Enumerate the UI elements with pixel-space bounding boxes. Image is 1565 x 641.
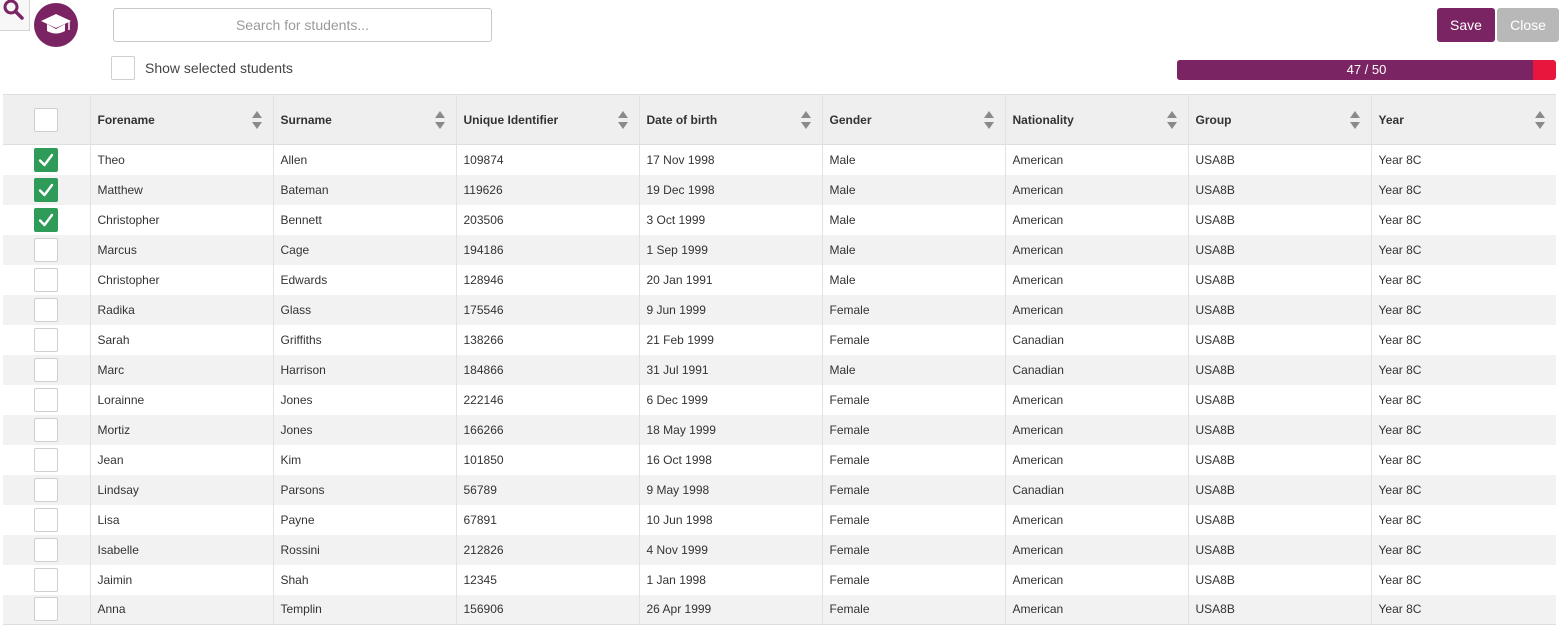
year-cell: Year 8C — [1378, 542, 1422, 557]
date-of-birth-cell: 16 Oct 1998 — [639, 445, 822, 475]
search-icon — [2, 0, 26, 22]
group-cell: USA8B — [1188, 415, 1371, 445]
sort-icon[interactable] — [1534, 110, 1546, 130]
column-header-forename[interactable] — [90, 95, 273, 145]
column-header-label: Forename — [97, 112, 155, 127]
unique-identifier-cell: 128946 — [456, 265, 639, 295]
surname-cell: Shah — [273, 565, 456, 595]
year-cell: Year 8C — [1378, 422, 1422, 437]
table-row[interactable] — [3, 565, 1556, 595]
table-row[interactable] — [3, 295, 1556, 325]
gender-cell: Female — [822, 415, 1005, 445]
nationality-cell: American — [1005, 295, 1188, 325]
row-select-cell — [3, 505, 90, 535]
surname-cell: Cage — [273, 235, 456, 265]
table-row[interactable] — [3, 445, 1556, 475]
forename-cell: Theo — [90, 145, 273, 175]
nationality-cell: American — [1005, 505, 1188, 535]
checkmark-icon — [38, 152, 54, 168]
group-cell: USA8B — [1188, 475, 1371, 505]
surname-cell: Parsons — [273, 475, 456, 505]
students-table — [3, 94, 1556, 625]
nationality-cell: American — [1005, 205, 1188, 235]
unique-identifier-cell: 119626 — [456, 175, 639, 205]
student-search-input[interactable] — [113, 8, 492, 42]
table-row[interactable] — [3, 355, 1556, 385]
gender-cell: Female — [822, 445, 1005, 475]
nationality-cell: American — [1005, 445, 1188, 475]
year-cell: Year 8C — [1371, 595, 1556, 625]
surname-cell: Harrison — [273, 355, 456, 385]
row-select-cell — [3, 295, 90, 325]
table-row[interactable] — [3, 475, 1556, 505]
row-select-checkbox[interactable] — [34, 328, 58, 352]
nationality-cell: American — [1005, 595, 1188, 625]
surname-cell: Payne — [273, 505, 456, 535]
table-row[interactable] — [3, 595, 1556, 625]
column-header-label: Unique Identifier — [463, 112, 559, 127]
table-row[interactable] — [3, 385, 1556, 415]
column-header-gender[interactable] — [822, 95, 1005, 145]
nationality-cell: American — [1005, 265, 1188, 295]
row-select-cell — [3, 145, 90, 175]
select-all-checkbox[interactable] — [34, 108, 58, 132]
surname-cell: Rossini — [273, 535, 456, 565]
gender-cell: Female — [822, 385, 1005, 415]
forename-cell: Sarah — [90, 325, 273, 355]
row-select-checkbox[interactable] — [34, 358, 58, 382]
select-all-cell — [3, 95, 90, 145]
gender-cell: Male — [822, 175, 1005, 205]
date-of-birth-cell: 18 May 1999 — [639, 415, 822, 445]
year-cell: Year 8C — [1378, 242, 1422, 257]
table-row[interactable] — [3, 535, 1556, 565]
date-of-birth-cell: 4 Nov 1999 — [639, 535, 822, 565]
row-select-cell — [3, 385, 90, 415]
year-cell: Year 8C — [1378, 482, 1422, 497]
sort-icon[interactable] — [800, 110, 812, 130]
checkmark-icon — [38, 182, 54, 198]
unique-identifier-cell: 56789 — [456, 475, 639, 505]
group-cell: USA8B — [1188, 385, 1371, 415]
group-cell: USA8B — [1188, 145, 1371, 175]
surname-cell: Jones — [273, 415, 456, 445]
gender-cell: Female — [822, 535, 1005, 565]
column-header-label: Group — [1195, 112, 1232, 127]
date-of-birth-cell: 19 Dec 1998 — [639, 175, 822, 205]
app-logo — [34, 3, 78, 47]
group-cell: USA8B — [1188, 205, 1371, 235]
column-header-unique-identifier[interactable] — [456, 95, 639, 145]
nationality-cell: Canadian — [1005, 325, 1188, 355]
year-cell: Year 8C — [1378, 302, 1422, 317]
table-row[interactable] — [3, 505, 1556, 535]
row-select-checkbox[interactable] — [34, 538, 58, 562]
surname-cell: Bennett — [273, 205, 456, 235]
date-of-birth-cell: 9 May 1998 — [639, 475, 822, 505]
row-select-checkbox[interactable] — [34, 208, 58, 232]
row-select-cell — [3, 235, 90, 265]
year-cell: Year 8C — [1378, 272, 1422, 287]
year-cell: Year 8C — [1378, 362, 1422, 377]
year-cell: Year 8C — [1378, 212, 1422, 227]
gender-cell: Male — [822, 265, 1005, 295]
group-cell: USA8B — [1188, 535, 1371, 565]
column-header-label: Nationality — [1012, 112, 1074, 127]
table-header-row — [3, 95, 1556, 145]
surname-cell: Glass — [273, 295, 456, 325]
unique-identifier-cell: 194186 — [456, 235, 639, 265]
progress-text: 47 / 50 — [1346, 62, 1387, 77]
gender-cell: Female — [822, 295, 1005, 325]
search-toggle-button[interactable] — [0, 0, 30, 31]
nationality-cell: Canadian — [1005, 475, 1188, 505]
unique-identifier-cell: 67891 — [456, 505, 639, 535]
forename-cell: Marc — [90, 355, 273, 385]
gender-cell: Male — [822, 145, 1005, 175]
forename-cell: Lindsay — [90, 475, 273, 505]
gender-cell: Female — [822, 325, 1005, 355]
unique-identifier-cell: 156906 — [456, 595, 639, 625]
table-row[interactable] — [3, 325, 1556, 355]
row-select-cell — [3, 445, 90, 475]
group-cell: USA8B — [1188, 595, 1371, 625]
nationality-cell: American — [1005, 145, 1188, 175]
table-row[interactable] — [3, 265, 1556, 295]
nationality-cell: American — [1005, 565, 1188, 595]
nationality-cell: American — [1005, 235, 1188, 265]
row-select-checkbox[interactable] — [34, 148, 58, 172]
nationality-cell: American — [1005, 535, 1188, 565]
date-of-birth-cell: 26 Apr 1999 — [639, 595, 822, 625]
date-of-birth-cell: 6 Dec 1999 — [639, 385, 822, 415]
row-select-checkbox[interactable] — [34, 178, 58, 202]
row-select-cell — [3, 565, 90, 595]
forename-cell: Christopher — [90, 205, 273, 235]
unique-identifier-cell: 101850 — [456, 445, 639, 475]
table-row[interactable] — [3, 175, 1556, 205]
column-header-year[interactable] — [1371, 95, 1556, 145]
unique-identifier-cell: 12345 — [456, 565, 639, 595]
row-select-checkbox[interactable] — [34, 388, 58, 412]
year-cell: Year 8C — [1378, 332, 1422, 347]
sort-icon[interactable] — [1349, 110, 1361, 130]
sort-icon[interactable] — [617, 110, 629, 130]
surname-cell: Edwards — [273, 265, 456, 295]
row-select-cell — [3, 595, 90, 625]
column-header-label: Year — [1378, 112, 1404, 127]
gender-cell: Female — [822, 595, 1005, 625]
table-row[interactable] — [3, 415, 1556, 445]
forename-cell: Lorainne — [90, 385, 273, 415]
row-select-cell — [3, 205, 90, 235]
surname-cell: Allen — [273, 145, 456, 175]
row-select-checkbox[interactable] — [34, 238, 58, 262]
group-cell: USA8B — [1188, 265, 1371, 295]
row-select-checkbox[interactable] — [34, 298, 58, 322]
selection-progress-bar — [1177, 60, 1556, 80]
row-select-checkbox[interactable] — [34, 478, 58, 502]
date-of-birth-cell: 10 Jun 1998 — [639, 505, 822, 535]
students-table-body — [3, 145, 1556, 625]
sort-icon[interactable] — [434, 110, 446, 130]
surname-cell: Kim — [273, 445, 456, 475]
row-select-checkbox[interactable] — [34, 448, 58, 472]
gender-cell: Male — [822, 205, 1005, 235]
column-header-label: Surname — [280, 112, 332, 127]
gender-cell: Female — [822, 475, 1005, 505]
nationality-cell: Canadian — [1005, 355, 1188, 385]
year-cell: Year 8C — [1378, 512, 1422, 527]
graduation-cap-icon — [40, 10, 72, 40]
row-select-checkbox[interactable] — [34, 508, 58, 532]
unique-identifier-cell: 203506 — [456, 205, 639, 235]
year-cell: Year 8C — [1378, 572, 1422, 587]
date-of-birth-cell: 1 Sep 1999 — [639, 235, 822, 265]
gender-cell: Female — [822, 505, 1005, 535]
forename-cell: Anna — [90, 595, 273, 625]
group-cell: USA8B — [1188, 565, 1371, 595]
year-cell: Year 8C — [1378, 152, 1422, 167]
forename-cell: Radika — [90, 295, 273, 325]
row-select-checkbox[interactable] — [34, 268, 58, 292]
show-selected-label: Show selected students — [145, 60, 293, 76]
year-cell: Year 8C — [1378, 182, 1422, 197]
table-row[interactable] — [3, 205, 1556, 235]
gender-cell: Female — [822, 565, 1005, 595]
unique-identifier-cell: 175546 — [456, 295, 639, 325]
row-select-checkbox[interactable] — [34, 597, 58, 621]
column-header-label: Date of birth — [646, 112, 718, 127]
column-header-nationality[interactable] — [1005, 95, 1188, 145]
date-of-birth-cell: 9 Jun 1999 — [639, 295, 822, 325]
unique-identifier-cell: 166266 — [456, 415, 639, 445]
row-select-checkbox[interactable] — [34, 418, 58, 442]
nationality-cell: American — [1005, 415, 1188, 445]
row-select-cell — [3, 535, 90, 565]
unique-identifier-cell: 109874 — [456, 145, 639, 175]
close-button[interactable]: Close — [1497, 8, 1559, 42]
group-cell: USA8B — [1188, 175, 1371, 205]
date-of-birth-cell: 17 Nov 1998 — [639, 145, 822, 175]
table-row[interactable] — [3, 145, 1556, 175]
year-cell: Year 8C — [1378, 452, 1422, 467]
forename-cell: Mortiz — [90, 415, 273, 445]
forename-cell: Isabelle — [90, 535, 273, 565]
forename-cell: Marcus — [90, 235, 273, 265]
row-select-cell — [3, 355, 90, 385]
row-select-cell — [3, 265, 90, 295]
nationality-cell: American — [1005, 175, 1188, 205]
students-table-container — [3, 94, 1556, 625]
forename-cell: Lisa — [90, 505, 273, 535]
sort-icon[interactable] — [1166, 110, 1178, 130]
date-of-birth-cell: 31 Jul 1991 — [639, 355, 822, 385]
date-of-birth-cell: 1 Jan 1998 — [639, 565, 822, 595]
gender-cell: Male — [822, 235, 1005, 265]
show-selected-checkbox[interactable] — [111, 56, 135, 80]
group-cell: USA8B — [1188, 325, 1371, 355]
row-select-cell — [3, 175, 90, 205]
nationality-cell: American — [1005, 385, 1188, 415]
row-select-cell — [3, 415, 90, 445]
group-cell: USA8B — [1188, 445, 1371, 475]
group-cell: USA8B — [1188, 295, 1371, 325]
date-of-birth-cell: 20 Jan 1991 — [639, 265, 822, 295]
gender-cell: Male — [822, 355, 1005, 385]
sort-icon[interactable] — [251, 110, 263, 130]
surname-cell: Bateman — [273, 175, 456, 205]
unique-identifier-cell: 212826 — [456, 535, 639, 565]
date-of-birth-cell: 21 Feb 1999 — [639, 325, 822, 355]
group-cell: USA8B — [1188, 355, 1371, 385]
surname-cell: Templin — [273, 595, 456, 625]
forename-cell: Matthew — [90, 175, 273, 205]
row-select-checkbox[interactable] — [34, 568, 58, 592]
column-header-date-of-birth[interactable] — [639, 95, 822, 145]
unique-identifier-cell: 184866 — [456, 355, 639, 385]
save-button[interactable]: Save — [1437, 8, 1495, 42]
forename-cell: Jean — [90, 445, 273, 475]
year-cell: Year 8C — [1378, 392, 1422, 407]
column-header-surname[interactable] — [273, 95, 456, 145]
column-header-group[interactable] — [1188, 95, 1371, 145]
checkmark-icon — [38, 212, 54, 228]
column-header-label: Gender — [829, 112, 872, 127]
date-of-birth-cell: 3 Oct 1999 — [639, 205, 822, 235]
table-row[interactable] — [3, 235, 1556, 265]
row-select-cell — [3, 325, 90, 355]
forename-cell: Jaimin — [90, 565, 273, 595]
group-cell: USA8B — [1188, 505, 1371, 535]
group-cell: USA8B — [1188, 235, 1371, 265]
unique-identifier-cell: 222146 — [456, 385, 639, 415]
surname-cell: Griffiths — [273, 325, 456, 355]
sort-icon[interactable] — [983, 110, 995, 130]
unique-identifier-cell: 138266 — [456, 325, 639, 355]
row-select-cell — [3, 475, 90, 505]
forename-cell: Christopher — [90, 265, 273, 295]
surname-cell: Jones — [273, 385, 456, 415]
